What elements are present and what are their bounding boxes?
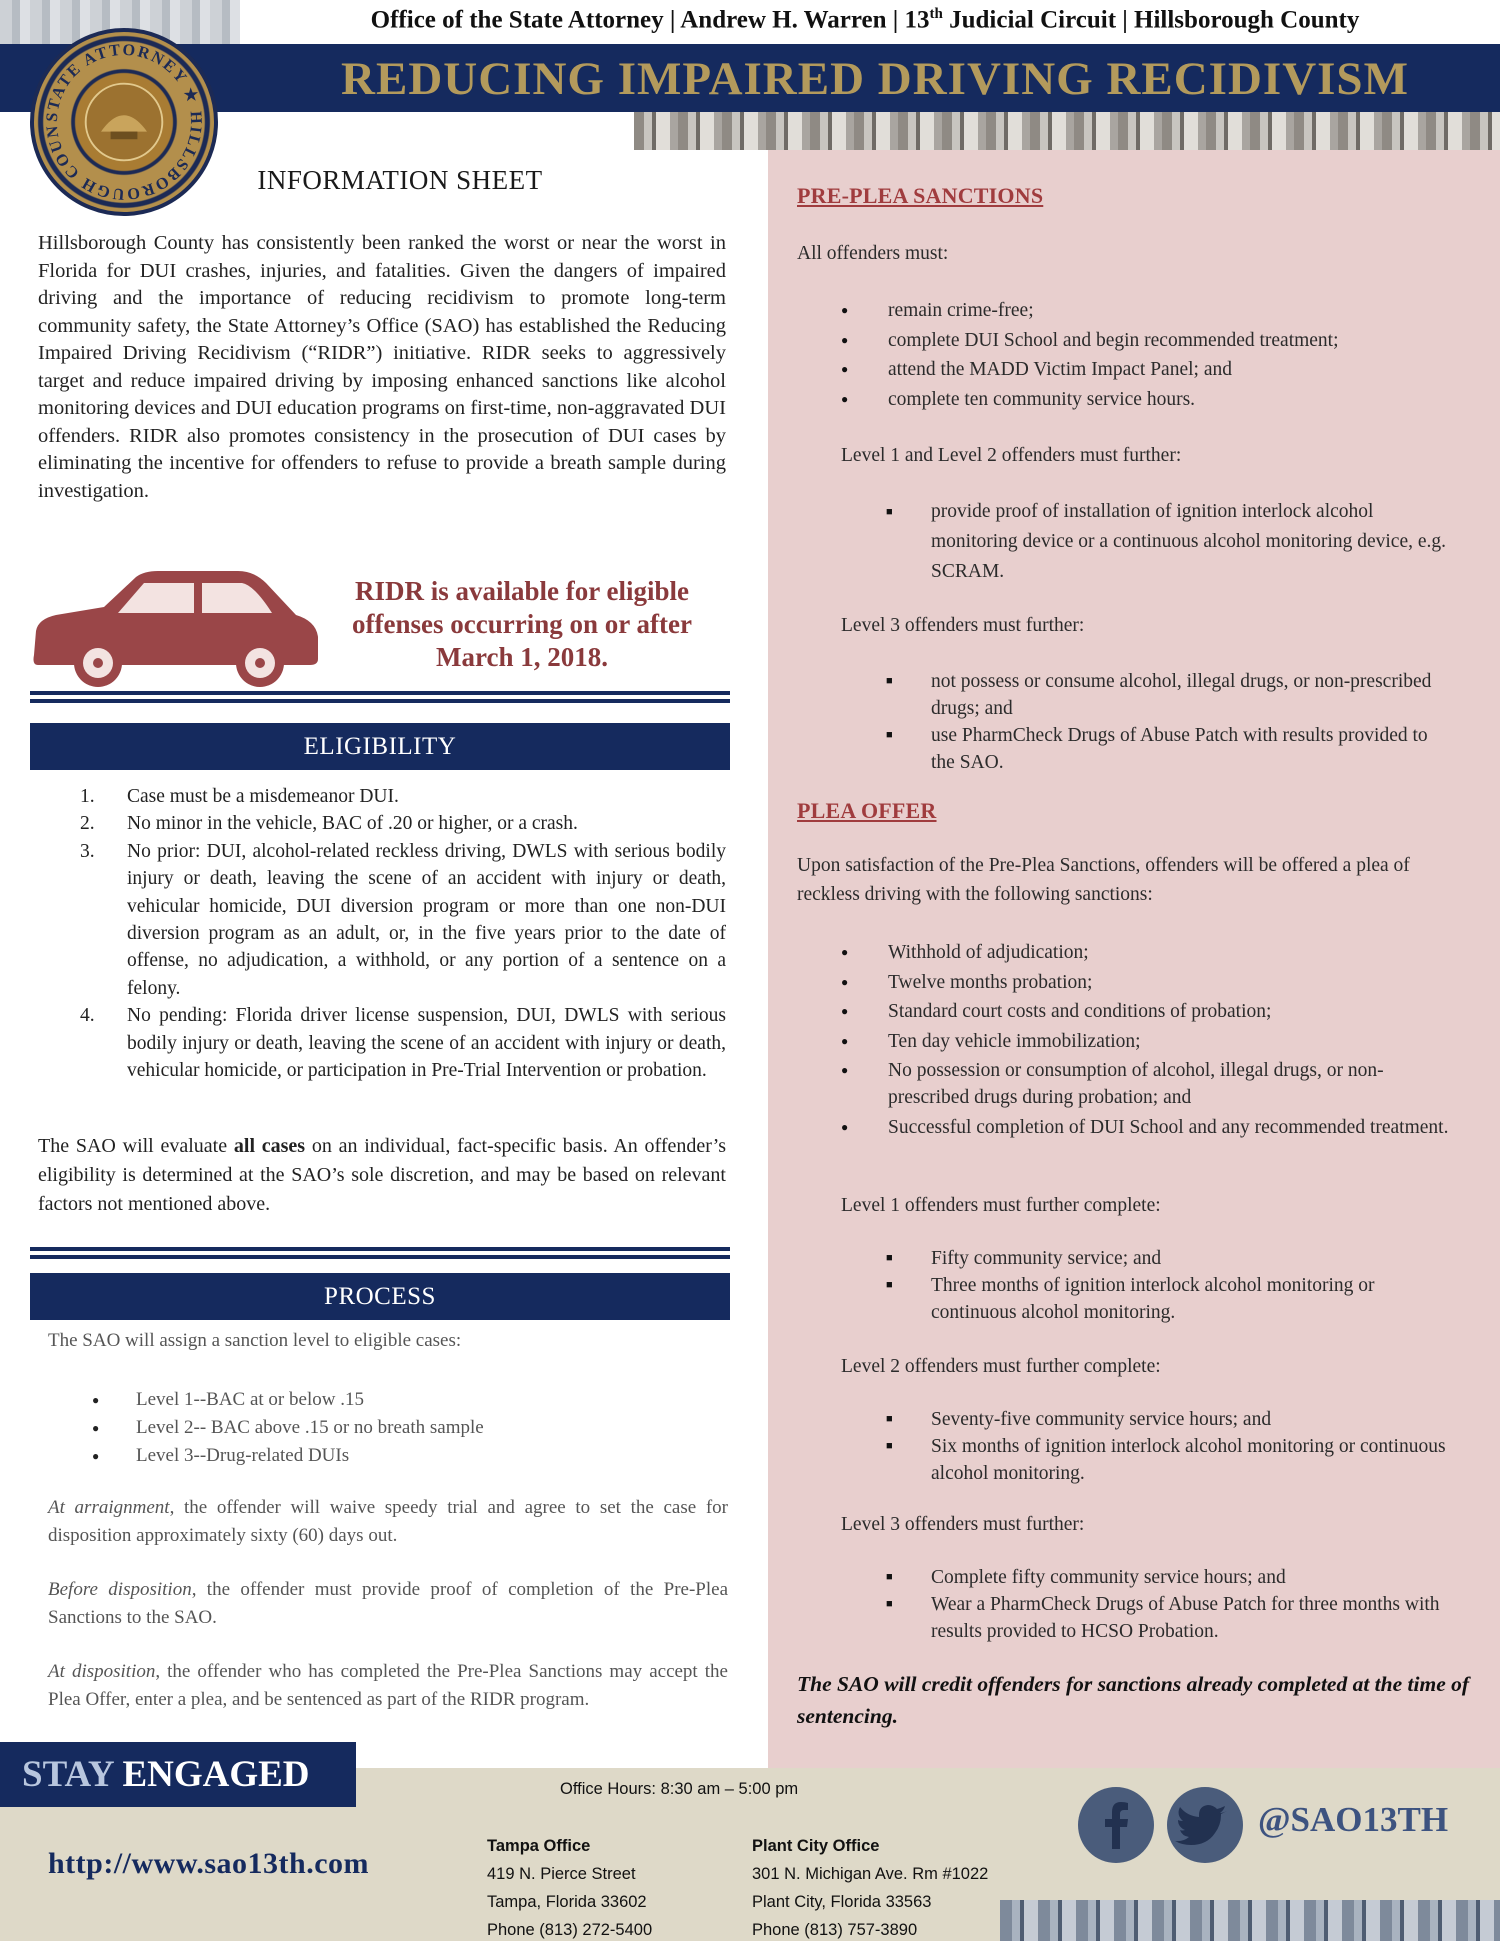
website-link[interactable]: http://www.sao13th.com (48, 1847, 370, 1880)
list-item: ■ Complete fifty community service hours; and (886, 1564, 1446, 1591)
item-text: No prior: DUI, alcohol-related reckless driving, DWLS with serious bodily injury or death, leaving the scene of an accident with injury or death, vehicular homicide, DUI diversion program or more than one non-DUI diversion program as an adult, or, in the five years prior to the date of offense, no adjudication, a withhold, or any portion of a sentence on a felony. (127, 840, 726, 999)
eval-text: The SAO will evaluate (38, 1135, 234, 1157)
list-item: ● Ten day vehicle immobilization; (841, 1028, 1461, 1055)
office-hours: Office Hours: 8:30 am – 5:00 pm (560, 1780, 799, 1798)
plea-level-1-lead: Level 1 offenders must further complete: (841, 1195, 1161, 1216)
eligibility-item (80, 1002, 726, 1084)
list-item: ● Successful completion of DUI School and any recommended treatment. (841, 1114, 1461, 1141)
at-disposition-paragraph (48, 1658, 728, 1714)
social-handle[interactable]: @SAO13TH (1258, 1800, 1449, 1839)
item-number: 3. (80, 840, 95, 862)
office-address-line: 419 N. Pierce Street (487, 1865, 636, 1883)
list-item: ■ provide proof of installation of ignition interlock alcohol monitoring device or a continuous alcohol monitoring device, e.g. SCRAM. (886, 497, 1446, 587)
office-line-text-2: Judicial Circuit | Hillsborough County (942, 6, 1360, 34)
office-address-line: Tampa, Florida 33602 (487, 1893, 647, 1911)
sanction-levels-list (88, 1386, 728, 1470)
item-text: No pending: Florida driver license suspension, DUI, DWLS with serious bodily injury or death, leaving the scene of an accident with injury or death, vehicular homicide, or participation in Pre-Trial Intervention or probation. (127, 1005, 726, 1082)
list-item: ■ Six months of ignition interlock alcohol monitoring or continuous alcohol monitoring. (886, 1433, 1446, 1487)
level-1-2-lead: Level 1 and Level 2 offenders must further: (841, 445, 1182, 466)
office-address-line: Plant City, Florida 33563 (752, 1893, 932, 1911)
plea-level-1-list (886, 1245, 1446, 1326)
facebook-glyph (1078, 1787, 1154, 1863)
list-item: ■ use PharmCheck Drugs of Abuse Patch with results provided to the SAO. (886, 722, 1446, 776)
plea-offer-lead: Upon satisfaction of the Pre-Plea Sanctions, offenders will be offered a plea of reckless driving with the following sanctions: (797, 855, 1410, 905)
item-text: Case must be a misdemeanor DUI. (127, 786, 399, 807)
pre-plea-sanctions-heading: PRE-PLEA SANCTIONS (797, 183, 1044, 208)
eval-bold: all cases (233, 1135, 306, 1157)
office-phone: Phone (813) 272-5400 (487, 1921, 653, 1939)
list-item: ■ Fifty community service; and (886, 1245, 1446, 1272)
plea-level-3-lead: Level 3 offenders must further: (841, 1514, 1085, 1535)
engaged-text: ENGAGED (122, 1754, 310, 1795)
skyline-image-bottom-right (1000, 1900, 1500, 1941)
pre-plea-list (841, 297, 1461, 415)
item-number: 1. (80, 786, 95, 807)
list-item: ● Standard court costs and conditions of probation; (841, 998, 1461, 1025)
level-3-lead: Level 3 offenders must further: (841, 615, 1085, 636)
credit-note: The SAO will credit offenders for sanctions already completed at the time of sentencing. (797, 1672, 1470, 1728)
list-item: ■ not possess or consume alcohol, illegal drugs, or non-prescribed drugs; and (886, 668, 1446, 722)
office-address-line: 301 N. Michigan Ave. Rm #1022 (752, 1865, 989, 1883)
arraignment-paragraph (48, 1494, 728, 1550)
eligibility-item (80, 810, 726, 837)
office-name: Plant City Office (752, 1837, 880, 1855)
plea-level-3-list (886, 1564, 1446, 1645)
office-name: Tampa Office (487, 1837, 591, 1855)
list-item: ■ Wear a PharmCheck Drugs of Abuse Patch for three months with results provided to HCSO Probation. (886, 1591, 1446, 1645)
list-item: ● remain crime-free; (841, 297, 1461, 324)
level-item: ● Level 2-- BAC above .15 or no breath sample (88, 1414, 728, 1442)
tampa-office (487, 1832, 652, 1941)
para-emphasis: At arraignment (48, 1497, 170, 1518)
eligibility-item (80, 838, 726, 1002)
list-item: ● Withhold of adjudication; (841, 939, 1461, 966)
level-item: ● Level 1--BAC at or below .15 (88, 1386, 728, 1414)
car-icon (26, 563, 326, 693)
stay-text: STAY (22, 1754, 123, 1795)
eligibility-item (80, 783, 726, 810)
office-phone: Phone (813) 757-3890 (752, 1921, 918, 1939)
plea-level-2-lead: Level 2 offenders must further complete: (841, 1356, 1161, 1377)
para-text: , the offender who has completed the Pre-Plea Sanctions may accept the Plea Offer, enter a plea, and be sentenced as part of the RIDR program. (48, 1661, 728, 1710)
information-sheet-heading: INFORMATION SHEET (257, 165, 543, 195)
process-lead: The SAO will assign a sanction level to eligible cases: (48, 1330, 462, 1351)
plea-offer-heading: PLEA OFFER (797, 798, 937, 823)
twitter-icon[interactable] (1167, 1787, 1243, 1863)
para-emphasis: At disposition (48, 1661, 156, 1682)
skyline-image-top-right (634, 112, 1500, 150)
list-item: ■ Seventy-five community service hours; and (886, 1406, 1446, 1433)
item-number: 2. (80, 813, 95, 835)
item-text: No minor in the vehicle, BAC of .20 or higher, or a crash. (127, 813, 578, 835)
list-item: ● complete DUI School and begin recommended treatment; (841, 327, 1461, 354)
divider-lines-eligibility (30, 691, 730, 703)
divider-lines-process (30, 1247, 730, 1259)
para-text: , the offender must provide proof of completion of the Pre-Plea Sanctions to the SAO. (48, 1579, 729, 1628)
eligibility-heading: ELIGIBILITY (30, 723, 730, 770)
para-text: , the offender will waive speedy trial and agree to set the case for disposition approximately sixty (60) days out. (48, 1497, 728, 1546)
stay-engaged-banner (0, 1742, 356, 1807)
eval-text-2: on an individual, fact-specific basis. An offender’s eligibility is determined at the SAO’s sole discretion, and may be based on relevant factors not mentioned above. (38, 1135, 727, 1215)
level-item: ● Level 3--Drug-related DUIs (88, 1442, 728, 1470)
item-number: 4. (80, 1005, 95, 1027)
facebook-icon[interactable] (1078, 1787, 1154, 1863)
plea-level-2-list (886, 1406, 1446, 1487)
page-title: REDUCING IMPAIRED DRIVING RECIDIVISM (341, 53, 1409, 105)
office-line (240, 6, 1490, 34)
level-3-list (886, 668, 1446, 776)
list-item: ● Twelve months probation; (841, 969, 1461, 996)
before-disposition-paragraph (48, 1576, 728, 1632)
list-item: ● complete ten community service hours. (841, 386, 1461, 413)
ridr-availability-note: RIDR is available for eligible offenses occurring on or after March 1, 2018. (352, 576, 692, 672)
office-line-sup: th (929, 6, 943, 22)
twitter-glyph (1167, 1787, 1243, 1863)
plant-city-office (752, 1832, 988, 1941)
eligibility-list (80, 783, 726, 1084)
level-1-2-list (886, 497, 1446, 587)
list-item: ● attend the MADD Victim Impact Panel; and (841, 356, 1461, 383)
office-line-text: Office of the State Attorney | Andrew H. Warren | 13 (370, 6, 930, 34)
seal-ring-text: STATE ATTORNEY ★ HILLSBOROUGH COUN (42, 40, 206, 204)
para-emphasis: Before disposition (48, 1579, 192, 1600)
process-heading: PROCESS (30, 1273, 730, 1320)
list-item: ■ Three months of ignition interlock alcohol monitoring or continuous alcohol monitoring. (886, 1272, 1446, 1326)
plea-offer-list (841, 939, 1461, 1143)
intro-paragraph: Hillsborough County has consistently been ranked the worst or near the worst in Florida for DUI crashes, injuries, and fatalities. Given the dangers of impaired driving and the importance of reducing recidivism to promote long-term community safety, the State Attorney’s Office (SAO) has established the Reducing Impaired Driving Recidivism (“RIDR”) initiative. RIDR seeks to aggressively target and reduce impaired driving by imposing enhanced sanctions like alcohol monitoring devices and DUI education programs on first-time, non-aggravated DUI offenders. RIDR also promotes consistency in the prosecution of DUI cases by eliminating the incentive for offenders to refuse to provide a breath sample during investigation. (38, 232, 726, 502)
list-item: ● No possession or consumption of alcohol, illegal drugs, or non-prescribed drugs during probation; and (841, 1057, 1461, 1111)
evaluation-paragraph (38, 1132, 726, 1219)
pre-plea-lead: All offenders must: (797, 243, 949, 264)
